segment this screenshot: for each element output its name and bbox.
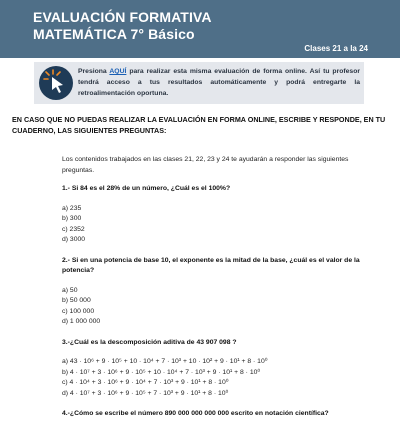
instruction-heading: EN CASO QUE NO PUEDAS REALIZAR LA EVALUACIÓN EN FORMA ONLINE, ESCRIBE Y RESPONDE, EN TU CUADERNO, LAS SIGUIENTES PREGUNTAS:: [12, 115, 386, 135]
answer-option: c) 100 000: [62, 307, 95, 315]
document-title: [33, 9, 212, 43]
title-line-2: MATEMÁTICA 7° Básico: [33, 26, 195, 42]
online-evaluation-link[interactable]: AQUÍ: [109, 68, 127, 75]
answer-options: [62, 204, 382, 246]
question-1: [62, 184, 382, 246]
answer-option: a) 235: [62, 204, 82, 212]
question-title: 1.- Si 84 es el 28% de un número, ¿Cuál es el 100%?: [62, 185, 231, 192]
question-3: [62, 338, 382, 400]
answer-option: d) 4 · 10⁷ + 3 · 10⁶ + 9 · 10⁵ + 7 · 10³ + 9 · 10¹ + 8 · 10⁰: [62, 389, 229, 397]
question-title: 3.-¿Cuál es la descomposición aditiva de 43 907 098 ?: [62, 338, 237, 346]
answer-option: b) 4 · 10⁷ + 3 · 10⁶ + 9 · 10⁵ + 10 · 10⁴ + 7 · 10³ + 9 · 10¹ + 8 · 10⁰: [62, 368, 261, 376]
title-line-1: EVALUACIÓN FORMATIVA: [33, 9, 212, 25]
questions-section: [62, 155, 382, 429]
answer-option: d) 1 000 000: [62, 318, 101, 325]
answer-option: c) 4 · 10⁴ + 3 · 10⁶ + 9 · 10⁴ + 7 · 10³ + 9 · 10¹ + 8 · 10⁰: [62, 379, 229, 386]
answer-options: [62, 286, 382, 328]
question-2: [62, 256, 382, 328]
notice-text: [78, 66, 360, 99]
notice-text-after: para realizar esta misma evaluación de forma online. Así tu profesor tendrá acceso a tus resultados automáticamente y podrá entregarte la retroalimentación oportuna.: [78, 68, 360, 97]
cursor-click-icon[interactable]: [39, 66, 73, 100]
answer-options: [62, 357, 382, 399]
answer-option: a) 50: [62, 286, 78, 294]
question-title: 2.- Si en una potencia de base 10, el exponente es la mitad de la base, ¿cuál es el valor de la potencia?: [62, 256, 360, 274]
answer-option: d) 3000: [62, 236, 86, 243]
clases-range: Clases 21 a la 24: [304, 44, 368, 53]
question-title: 4.-¿Cómo se escribe el número 890 000 000 000 000 escrito en notación científica?: [62, 410, 329, 417]
answer-option: b) 300: [62, 215, 82, 222]
page-header: [0, 0, 400, 58]
answer-option: a) 43 · 10⁶ + 9 · 10⁵ + 10 · 10⁴ + 7 · 10³ + 10 · 10² + 9 · 10¹ + 8 · 10⁰: [62, 358, 268, 365]
notice-text-before: Presiona: [78, 68, 110, 75]
answer-option: b) 50 000: [62, 297, 91, 304]
online-notice: [34, 62, 364, 104]
question-4: [62, 409, 382, 420]
intro-text: Los contenidos trabajados en las clases 21, 22, 23 y 24 te ayudarán a responder las siguientes preguntas.: [62, 156, 349, 174]
answer-option: c) 2352: [62, 225, 85, 233]
